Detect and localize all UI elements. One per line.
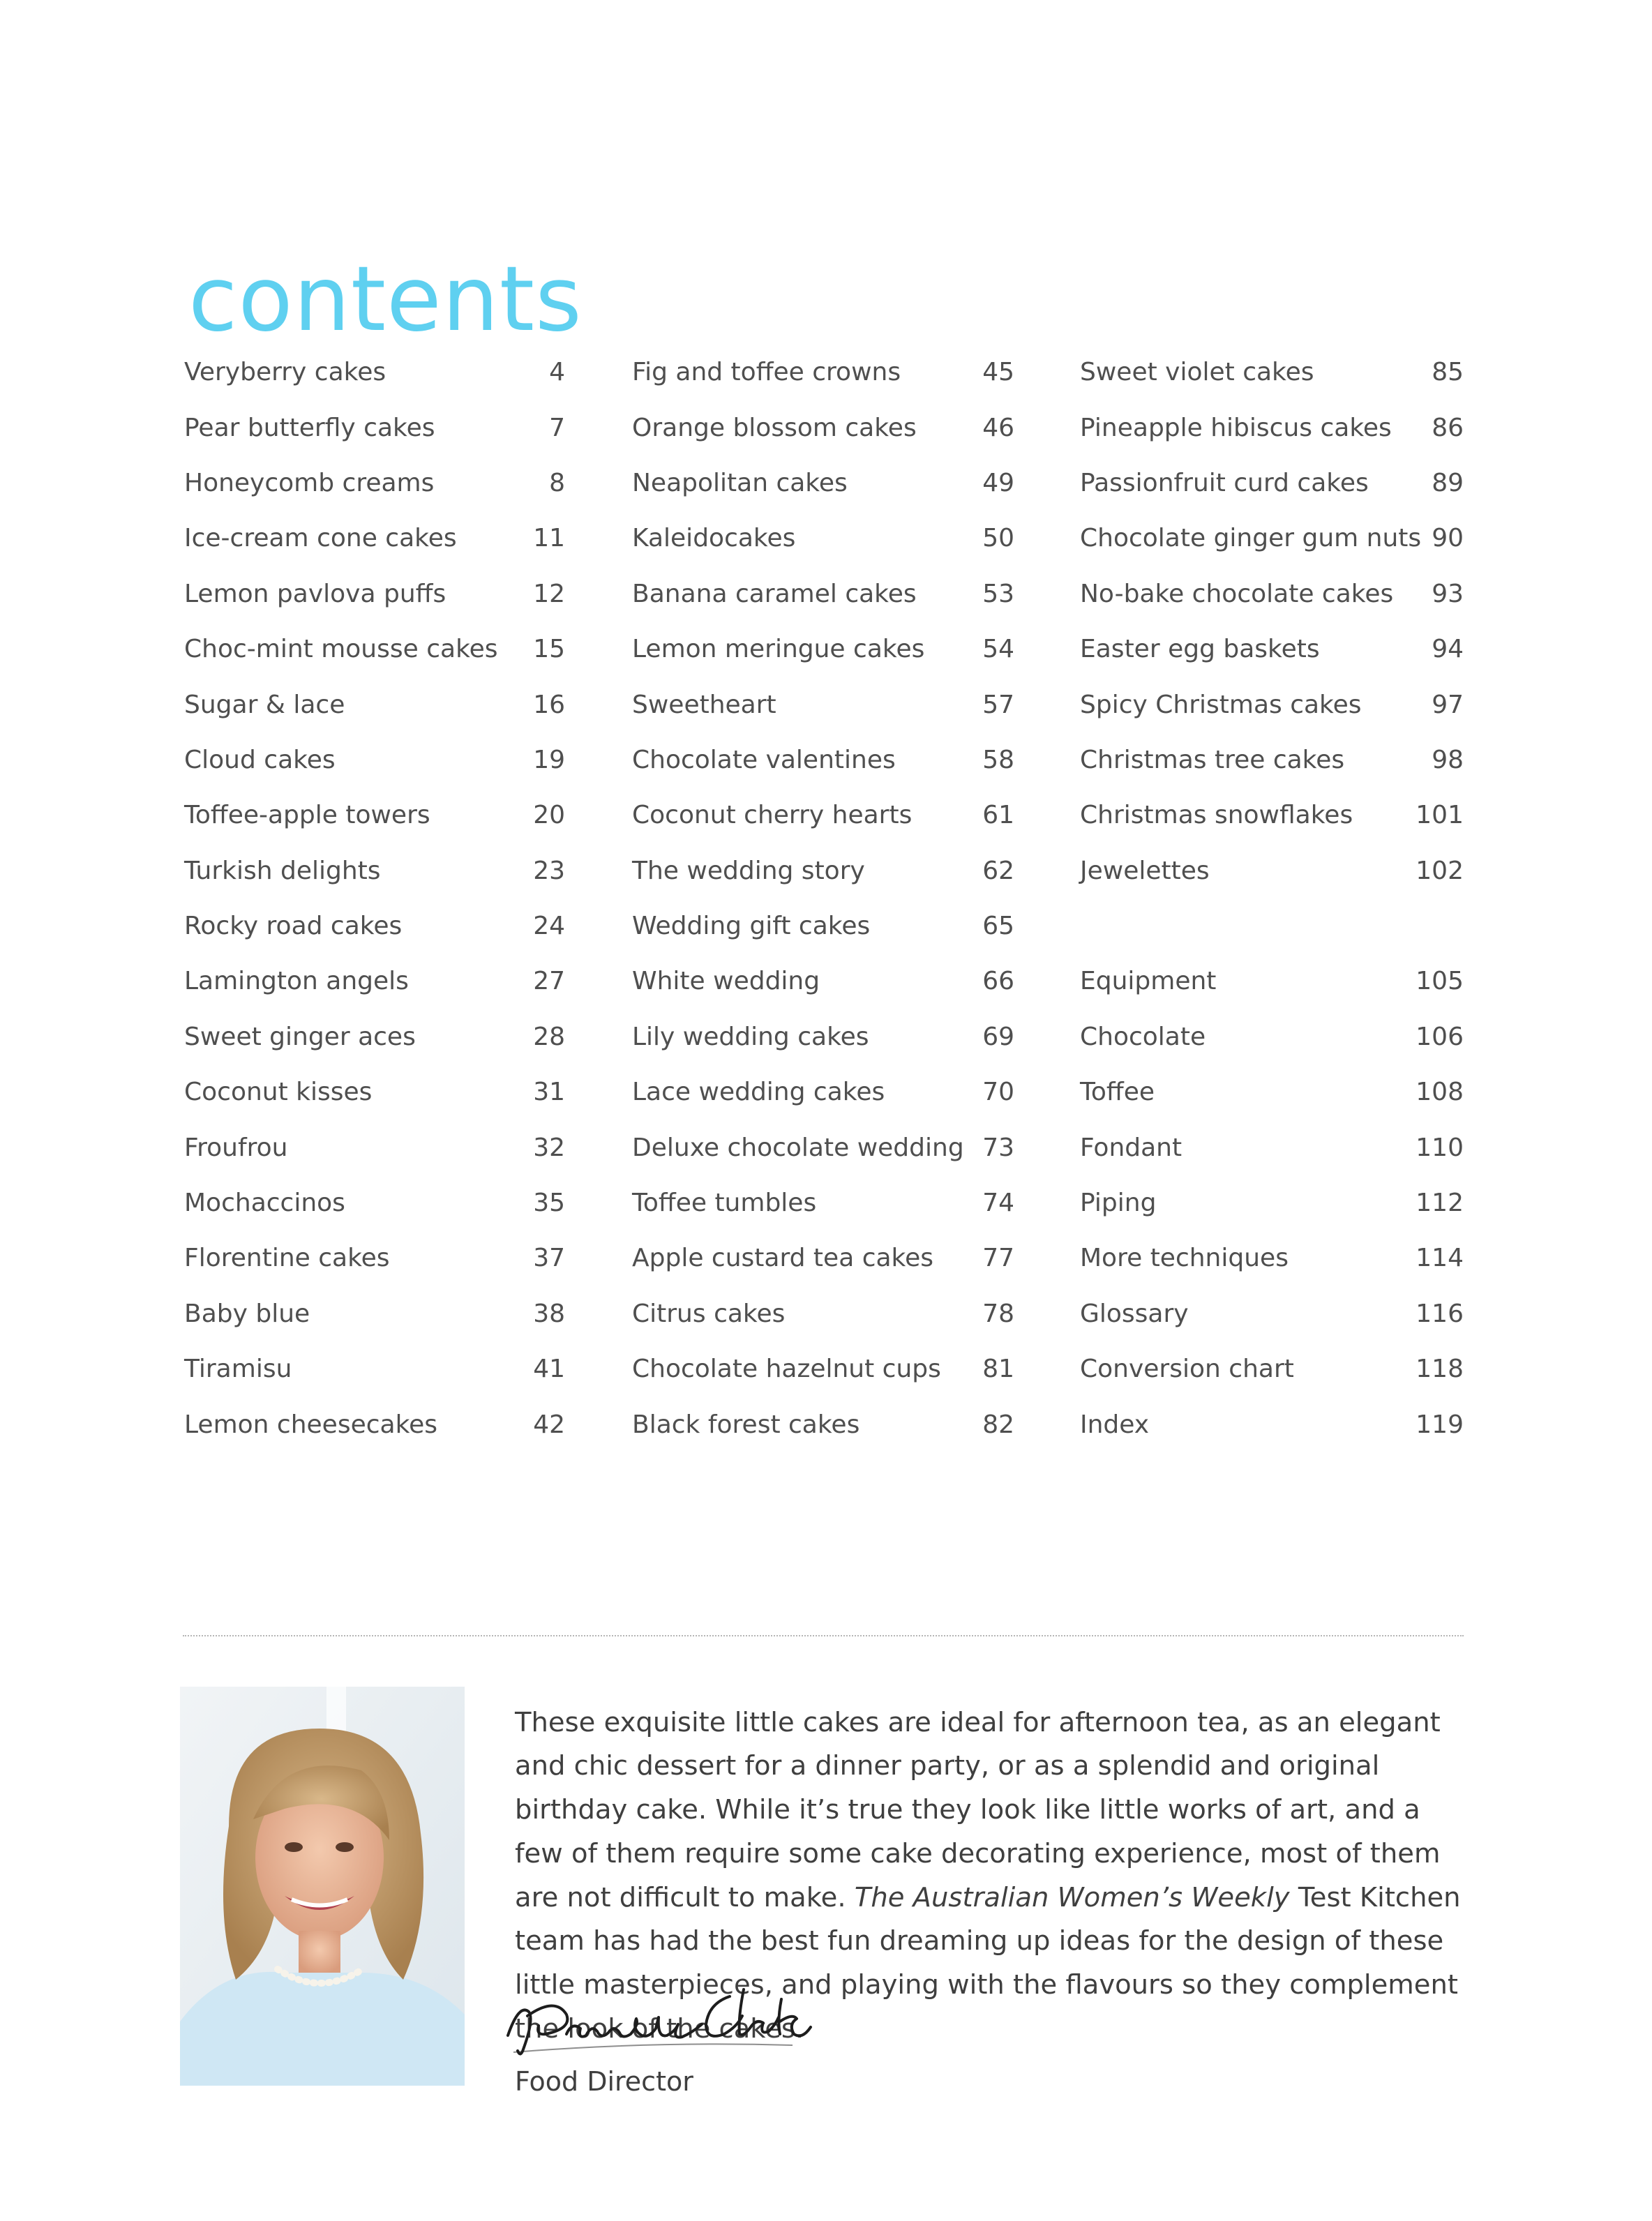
toc-entry[interactable] bbox=[632, 1341, 1014, 1396]
toc-entry-title: The wedding story bbox=[632, 856, 865, 885]
toc-entry-title: White wedding bbox=[632, 967, 820, 996]
signature bbox=[500, 1975, 820, 2066]
toc-entry[interactable] bbox=[1080, 1009, 1464, 1064]
toc-entry-title: Orange blossom cakes bbox=[632, 413, 917, 442]
toc-entry-page: 105 bbox=[1416, 967, 1464, 996]
toc-entry-page: 114 bbox=[1416, 1244, 1464, 1273]
toc-entry-page: 19 bbox=[533, 745, 565, 774]
toc-entry-page: 110 bbox=[1416, 1133, 1464, 1162]
toc-entry-title: Baby blue bbox=[184, 1299, 310, 1328]
toc-entry-title: Toffee-apple towers bbox=[184, 801, 430, 830]
toc-entry[interactable] bbox=[1080, 511, 1464, 566]
toc-entry-title: Cloud cakes bbox=[184, 745, 336, 774]
toc-entry[interactable] bbox=[184, 732, 565, 788]
toc-entry[interactable] bbox=[632, 1175, 1014, 1230]
toc-entry[interactable] bbox=[632, 1064, 1014, 1120]
toc-entry-title: Conversion chart bbox=[1080, 1355, 1294, 1384]
toc-entry-page: 37 bbox=[533, 1244, 565, 1273]
toc-entry[interactable] bbox=[184, 788, 565, 843]
toc-entry[interactable] bbox=[1080, 843, 1464, 898]
toc-entry[interactable] bbox=[632, 843, 1014, 898]
toc-entry-page: 57 bbox=[982, 690, 1014, 719]
toc-entry[interactable] bbox=[1080, 400, 1464, 455]
toc-entry[interactable] bbox=[632, 345, 1014, 400]
toc-entry-page: 108 bbox=[1416, 1078, 1464, 1107]
toc-entry[interactable] bbox=[184, 1120, 565, 1175]
toc-entry-title: More techniques bbox=[1080, 1244, 1289, 1273]
portrait-photo bbox=[180, 1687, 465, 2086]
toc-entry[interactable] bbox=[1080, 788, 1464, 843]
toc-entry[interactable] bbox=[184, 1286, 565, 1341]
toc-entry-title: Rocky road cakes bbox=[184, 912, 403, 941]
toc-entry-title: Jewelettes bbox=[1080, 856, 1210, 885]
toc-entry-title: Florentine cakes bbox=[184, 1244, 390, 1273]
toc-entry[interactable] bbox=[632, 788, 1014, 843]
toc-entry[interactable] bbox=[632, 456, 1014, 511]
toc-entry[interactable] bbox=[184, 511, 565, 566]
toc-entry-page: 45 bbox=[982, 358, 1014, 387]
toc-entry-page: 66 bbox=[982, 967, 1014, 996]
toc-entry-page: 97 bbox=[1432, 690, 1464, 719]
toc-entry[interactable] bbox=[1080, 732, 1464, 788]
toc-entry-title: Coconut cherry hearts bbox=[632, 801, 913, 830]
toc-entry-page: 119 bbox=[1416, 1410, 1464, 1439]
toc-entry-title: Toffee tumbles bbox=[632, 1189, 817, 1218]
toc-entry-page: 4 bbox=[549, 358, 565, 387]
intro-text-before: These exquisite little cakes are ideal for afternoon tea, as an elegant and chic dessert for a dinner party, or as a splendid and original birthday cake. While it’s true they look like little works of art, and a few of them require some cake decorating experience, most of them are not difficult to make. bbox=[515, 1706, 1441, 1913]
toc-entry-title: Equipment bbox=[1080, 967, 1217, 996]
toc-entry-title: Index bbox=[1080, 1410, 1150, 1439]
toc-entry-title: Sweet ginger aces bbox=[184, 1022, 416, 1051]
toc-entry-title: Sugar & lace bbox=[184, 690, 345, 719]
toc-entry-page: 61 bbox=[982, 801, 1014, 830]
toc-entry[interactable] bbox=[1080, 1341, 1464, 1396]
toc-entry-page: 38 bbox=[533, 1299, 565, 1328]
page-title: contents bbox=[188, 247, 583, 352]
toc-entry[interactable] bbox=[184, 1396, 565, 1452]
toc-entry[interactable] bbox=[632, 898, 1014, 954]
toc-entry-page: 85 bbox=[1432, 358, 1464, 387]
toc-entry-title: Froufrou bbox=[184, 1133, 288, 1162]
toc-entry-page: 81 bbox=[982, 1355, 1014, 1384]
toc-entry-title: Mochaccinos bbox=[184, 1189, 345, 1218]
toc-entry[interactable] bbox=[1080, 1120, 1464, 1175]
toc-entry-title: Lemon meringue cakes bbox=[632, 635, 925, 664]
toc-entry[interactable] bbox=[632, 1230, 1014, 1286]
toc-entry-title: Chocolate ginger gum nuts bbox=[1080, 524, 1422, 553]
toc-entry-page: 7 bbox=[549, 413, 565, 442]
toc-entry-title: Turkish delights bbox=[184, 856, 381, 885]
toc-entry[interactable] bbox=[184, 1064, 565, 1120]
toc-entry-page: 8 bbox=[549, 468, 565, 497]
toc-entry-title: Coconut kisses bbox=[184, 1078, 373, 1107]
toc-entry-page: 50 bbox=[982, 524, 1014, 553]
toc-entry-page: 23 bbox=[533, 856, 565, 885]
toc-entry-title: Spicy Christmas cakes bbox=[1080, 690, 1362, 719]
toc-entry-title: Toffee bbox=[1080, 1078, 1155, 1107]
toc-entry[interactable] bbox=[1080, 1175, 1464, 1230]
toc-entry-page: 74 bbox=[982, 1189, 1014, 1218]
toc-entry-page: 32 bbox=[533, 1133, 565, 1162]
toc-entry[interactable] bbox=[632, 400, 1014, 455]
toc-entry-page: 62 bbox=[982, 856, 1014, 885]
toc-entry-title: Kaleidocakes bbox=[632, 524, 796, 553]
toc-entry-title: Tiramisu bbox=[184, 1355, 292, 1384]
toc-entry-title: Pear butterfly cakes bbox=[184, 413, 435, 442]
toc-entry-title: Christmas snowflakes bbox=[1080, 801, 1353, 830]
toc-entry-title: Glossary bbox=[1080, 1299, 1189, 1328]
toc-entry[interactable] bbox=[184, 954, 565, 1009]
toc-entry-title: Pineapple hibiscus cakes bbox=[1080, 413, 1392, 442]
toc-entry[interactable] bbox=[1080, 622, 1464, 677]
toc-entry[interactable] bbox=[1080, 1396, 1464, 1452]
toc-entry[interactable] bbox=[184, 1175, 565, 1230]
toc-entry-title: Wedding gift cakes bbox=[632, 912, 871, 941]
toc-entry-page: 46 bbox=[982, 413, 1014, 442]
toc-column-1 bbox=[184, 345, 565, 1452]
toc-entry-page: 118 bbox=[1416, 1355, 1464, 1384]
toc-entry[interactable] bbox=[1080, 345, 1464, 400]
toc-entry[interactable] bbox=[184, 400, 565, 455]
toc-entry-page: 112 bbox=[1416, 1189, 1464, 1218]
toc-entry-page: 31 bbox=[533, 1078, 565, 1107]
toc-column-3 bbox=[1080, 345, 1464, 1452]
publication-name: The Australian Women’s Weekly bbox=[854, 1881, 1290, 1913]
toc-entry[interactable] bbox=[1080, 1286, 1464, 1341]
toc-entry[interactable] bbox=[632, 1286, 1014, 1341]
toc-entry[interactable] bbox=[184, 677, 565, 732]
toc-entry[interactable] bbox=[1080, 1230, 1464, 1286]
toc-entry-title: Piping bbox=[1080, 1189, 1157, 1218]
toc-entry[interactable] bbox=[1080, 456, 1464, 511]
toc-entry-title: Citrus cakes bbox=[632, 1299, 786, 1328]
toc-entry[interactable] bbox=[1080, 1064, 1464, 1120]
toc-entry-page: 94 bbox=[1432, 635, 1464, 664]
toc-spacer bbox=[1080, 898, 1464, 954]
toc-entry-title: Veryberry cakes bbox=[184, 358, 386, 387]
author-role: Food Director bbox=[515, 2066, 693, 2097]
toc-entry-page: 77 bbox=[982, 1244, 1014, 1273]
toc-entry-title: Lamington angels bbox=[184, 967, 409, 996]
toc-entry-page: 82 bbox=[982, 1410, 1014, 1439]
toc-entry-page: 27 bbox=[533, 967, 565, 996]
toc-entry-page: 98 bbox=[1432, 745, 1464, 774]
toc-entry-title: Black forest cakes bbox=[632, 1410, 860, 1439]
toc-entry-page: 35 bbox=[533, 1189, 565, 1218]
toc-entry-page: 70 bbox=[982, 1078, 1014, 1107]
toc-entry-title: Neapolitan cakes bbox=[632, 468, 848, 497]
toc-entry-title: Deluxe chocolate wedding bbox=[632, 1133, 964, 1162]
toc-entry-page: 102 bbox=[1416, 856, 1464, 885]
toc-entry-page: 53 bbox=[982, 579, 1014, 608]
toc-entry[interactable] bbox=[632, 954, 1014, 1009]
toc-entry-page: 58 bbox=[982, 745, 1014, 774]
toc-entry-page: 54 bbox=[982, 635, 1014, 664]
toc-entry-page: 20 bbox=[533, 801, 565, 830]
toc-entry-page: 16 bbox=[533, 690, 565, 719]
toc-entry-page: 93 bbox=[1432, 579, 1464, 608]
toc-entry-title: Lemon pavlova puffs bbox=[184, 579, 446, 608]
toc-entry-page: 106 bbox=[1416, 1022, 1464, 1051]
toc-entry-title: Fig and toffee crowns bbox=[632, 358, 901, 387]
toc-entry-page: 78 bbox=[982, 1299, 1014, 1328]
toc-column-2 bbox=[632, 345, 1014, 1452]
toc-entry[interactable] bbox=[184, 898, 565, 954]
toc-entry[interactable] bbox=[184, 1009, 565, 1064]
toc-entry-page: 90 bbox=[1432, 524, 1464, 553]
section-divider bbox=[183, 1635, 1464, 1636]
toc-entry-page: 49 bbox=[982, 468, 1014, 497]
toc-entry-title: No-bake chocolate cakes bbox=[1080, 579, 1394, 608]
toc-entry-title: Apple custard tea cakes bbox=[632, 1244, 934, 1273]
toc-entry-page: 86 bbox=[1432, 413, 1464, 442]
toc-entry-page: 65 bbox=[982, 912, 1014, 941]
toc-entry[interactable] bbox=[632, 732, 1014, 788]
toc-entry-title: Ice-cream cone cakes bbox=[184, 524, 457, 553]
toc-entry-title: Chocolate valentines bbox=[632, 745, 896, 774]
toc-entry-title: Christmas tree cakes bbox=[1080, 745, 1345, 774]
toc-entry[interactable] bbox=[184, 456, 565, 511]
toc-entry-page: 89 bbox=[1432, 468, 1464, 497]
toc-entry[interactable] bbox=[184, 622, 565, 677]
toc-entry[interactable] bbox=[632, 622, 1014, 677]
toc-entry-title: Chocolate hazelnut cups bbox=[632, 1355, 941, 1384]
toc-entry-title: Honeycomb creams bbox=[184, 468, 435, 497]
intro-text-after: Test Kitchen team has had the best fun dreaming up ideas for the design of these little masterpieces, and playing with the flavours so they complement the look of the cakes. bbox=[515, 1881, 1461, 2045]
toc-entry-title: Sweetheart bbox=[632, 690, 776, 719]
toc-entry-page: 42 bbox=[533, 1410, 565, 1439]
toc-entry-title: Easter egg baskets bbox=[1080, 635, 1320, 664]
toc-entry-page: 12 bbox=[533, 579, 565, 608]
toc-entry-page: 73 bbox=[982, 1133, 1014, 1162]
toc-entry[interactable] bbox=[1080, 954, 1464, 1009]
toc-entry-page: 24 bbox=[533, 912, 565, 941]
toc-entry-page: 41 bbox=[533, 1355, 565, 1384]
toc-entry-title: Banana caramel cakes bbox=[632, 579, 917, 608]
toc-entry-title: Fondant bbox=[1080, 1133, 1182, 1162]
toc-entry-page: 69 bbox=[982, 1022, 1014, 1051]
toc-entry[interactable] bbox=[632, 677, 1014, 732]
toc-entry-page: 101 bbox=[1416, 801, 1464, 830]
toc-entry[interactable] bbox=[184, 566, 565, 622]
toc-entry[interactable] bbox=[184, 843, 565, 898]
toc-entry-page: 11 bbox=[533, 524, 565, 553]
toc-entry[interactable] bbox=[632, 1009, 1014, 1064]
toc-entry[interactable] bbox=[184, 1230, 565, 1286]
toc-entry[interactable] bbox=[184, 345, 565, 400]
toc-entry[interactable] bbox=[632, 566, 1014, 622]
toc-entry-title: Lily wedding cakes bbox=[632, 1022, 869, 1051]
toc-entry[interactable] bbox=[1080, 677, 1464, 732]
toc-entry-page: 116 bbox=[1416, 1299, 1464, 1328]
toc-entry[interactable] bbox=[632, 1396, 1014, 1452]
toc-entry-title: Lemon cheesecakes bbox=[184, 1410, 438, 1439]
toc-entry-page: 28 bbox=[533, 1022, 565, 1051]
toc-entry-title: Chocolate bbox=[1080, 1022, 1206, 1051]
toc-entry[interactable] bbox=[632, 1120, 1014, 1175]
toc-entry-title: Choc-mint mousse cakes bbox=[184, 635, 498, 664]
toc-entry[interactable] bbox=[184, 1341, 565, 1396]
toc-entry-title: Passionfruit curd cakes bbox=[1080, 468, 1369, 497]
toc-entry[interactable] bbox=[632, 511, 1014, 566]
toc-entry-page: 15 bbox=[533, 635, 565, 664]
toc-entry[interactable] bbox=[1080, 566, 1464, 622]
toc-entry-title: Lace wedding cakes bbox=[632, 1078, 885, 1107]
toc-entry-title: Sweet violet cakes bbox=[1080, 358, 1314, 387]
